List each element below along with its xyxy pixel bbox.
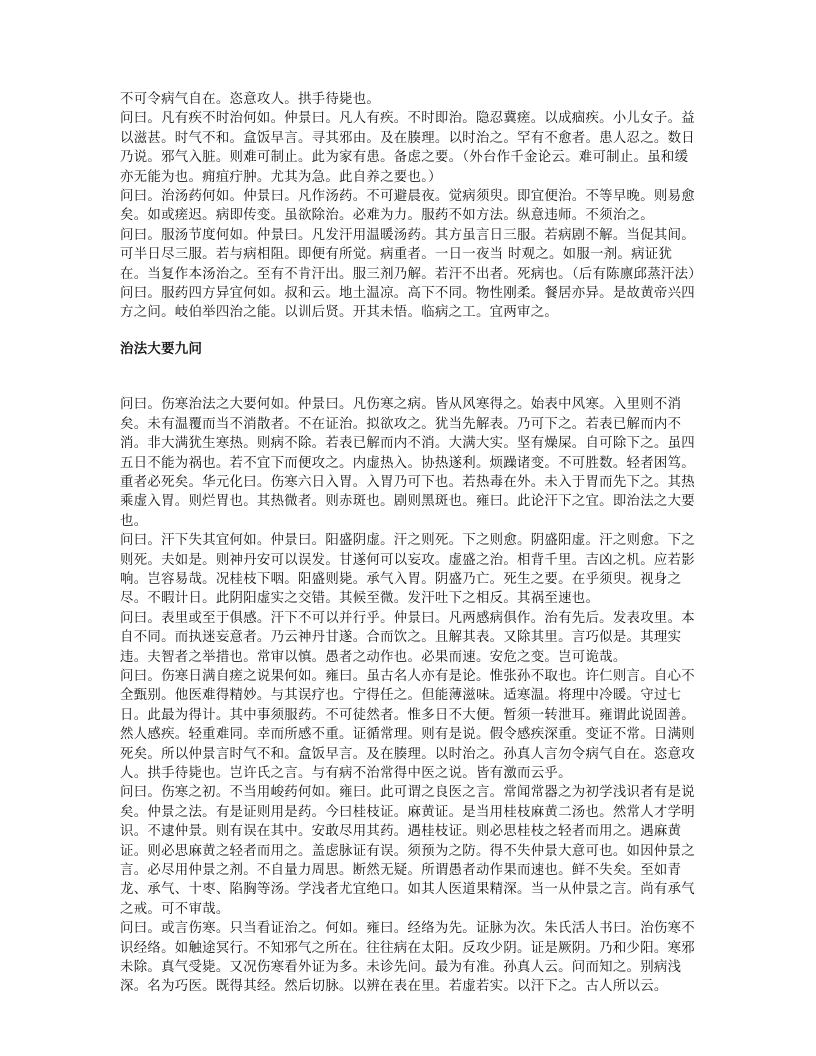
paragraph: 问曰。汗下失其宜何如。仲景曰。阳盛阴虚。汗之则死。下之则愈。阴盛阳虚。汗之则愈。下之则死。夫如是。则神丹安可以误发。甘遂何可以妄攻。虚盛之治。相背千里。吉凶之机。应若影响。岂容易哉。况桂枝下咽。阳盛则毙。承气入胃。阴盛乃亡。死生之要。在乎须臾。视身之尽。不暇计日。此阴阳虚实之交错。其候至微。发汗吐下之相反。其祸至速也。 bbox=[120, 533, 696, 607]
paragraph: 不可令病气自在。恣意攻人。拱手待毙也。 bbox=[120, 92, 381, 107]
document-page bbox=[120, 90, 702, 997]
paragraph: 问曰。伤寒治法之大要何如。仲景曰。凡伤寒之病。皆从风寒得之。始表中风寒。入里则不消矣。未有温覆而当不消散者。不在证治。拟欲攻之。犹当先解表。乃可下之。若表已解而内不消。非大满犹生寒热。则病不除。若表已解而内不消。大满大实。坚有燥屎。自可除下之。虽四五日不能为祸也。若不宜下而便攻之。内虚热入。协热遂利。烦躁诸变。不可胜数。轻者困笃。重者必死矣。华元化曰。伤寒六日入胃。入胃乃可下也。若热毒在外。未入于胃而先下之。其热乘虚入胃。则烂胃也。其热微者。则赤斑也。剧则黑斑也。雍曰。此论汗下之宜。即治法之大要也。 bbox=[120, 397, 696, 529]
paragraph: 问曰。治汤药何如。仲景曰。凡作汤药。不可避晨夜。觉病须臾。即宜便治。不等早晚。则易愈矣。如或瘥迟。病即传变。虽欲除治。必难为力。服药不如方法。纵意违师。不须治之。 bbox=[120, 189, 696, 224]
paragraph: 问曰。服汤节度何如。仲景曰。凡发汗用温暖汤药。其方虽言日三服。若病剧不解。当促其间。可半日尽三服。若与病相阻。即便有所觉。病重者。一日一夜当 时观之。如服一剂。病证犹在。当复作本汤治之。至有不肯汗出。服三剂乃解。若汗不出者。死病也。（后有陈廪邱蒸汗法） bbox=[120, 227, 702, 282]
paragraph: 问曰。或言伤寒。只当看证治之。何如。雍曰。经络为先。证脉为次。朱氏活人书曰。治伤寒不识经络。如触途冥行。不知邪气之所在。往往病在太阳。反攻少阴。证是厥阴。乃和少阳。寒邪未除。真气受毙。又况伤寒看外证为多。未诊先问。最为有准。孙真人云。问而知之。别病浅深。名为巧医。既得其经。然后切脉。以辨在表在里。若虚若实。以汗下之。古人所以云。 bbox=[120, 921, 696, 995]
spacer bbox=[120, 323, 698, 340]
paragraph: 问曰。服药四方异宜何如。叔和云。地土温凉。高下不同。物性刚柔。餐居亦异。是故黄帝兴四方之问。岐伯举四治之能。以训后贤。开其未悟。临病之工。宜两审之。 bbox=[120, 286, 696, 321]
paragraph: 问曰。凡有疾不时治何如。仲景曰。凡人有疾。不时即治。隐忍冀瘥。以成痼疾。小儿女子。益以滋甚。时气不和。盒饭早言。寻其邪由。及在腠理。以时治之。罕有不愈者。患人忍之。数日乃说。邪气入脏。则难可制止。此为家有患。备虑之要。（外台作千金论云。难可制止。虽和缓亦无能为也。痈疽疔肿。尤其为急。此自养之要也。） bbox=[120, 111, 696, 185]
section-general-principles bbox=[120, 90, 702, 323]
paragraph: 问曰。伤寒日满自瘥之说果何如。雍曰。虽古名人亦有是论。惟张孙不取也。许仁则言。自心不全甄别。他医难得精妙。与其误疗也。宁得任之。但能薄滋味。适寒温。将理中冷暖。守过七日。此最为得计。其中事须服药。不可徒然者。惟多日不大便。暂须一转泄耳。雍谓此说固善。然人感疾。轻重难同。幸而所感不重。证循常理。则有是说。假令感疾深重。变证不常。日满则死矣。所以仲景言时气不和。盒饭早言。及在腠理。以时治之。孙真人言勿令病气自在。恣意攻人。拱手待毙也。岂许氏之言。与有病不治常得中医之说。皆有激而云乎。 bbox=[120, 668, 696, 781]
spacer bbox=[120, 359, 698, 395]
section-heading: 治法大要九问 bbox=[120, 340, 203, 357]
paragraph: 问曰。表里或至于俱感。汗下不可以并行乎。仲景曰。凡两感病俱作。治有先后。发表攻里。本自不同。而执迷妄意者。乃云神丹甘遂。合而饮之。且解其表。又除其里。言巧似是。其理实违。夫智者之举措也。常审以慎。愚者之动作也。必果而速。安危之变。岂可诡哉。 bbox=[120, 610, 696, 665]
section-nine-questions bbox=[120, 395, 698, 997]
paragraph: 问曰。伤寒之初。不当用峻药何如。雍曰。此可谓之良医之言。常闻常器之为初学浅识者有是说矣。仲景之法。有是证则用是药。今曰桂枝证。麻黄证。是当用桂枝麻黄二汤也。然常人才学明识。不逮仲景。则有误在其中。安敢尽用其药。遇桂枝证。则必思桂枝之轻者而用之。遇麻黄证。则必思麻黄之轻者而用之。盖虑脉证有误。须预为之防。得不失仲景大意可也。如因仲景之言。必尽用仲景之剂。不自量力周思。断然无疑。所谓愚者动作果而速也。鲜不失矣。至如青龙、承气、十枣、陷胸等汤。学浅者尤宜绝口。如其人医道果精深。当一从仲景之言。尚有承气之戒。可不审哉。 bbox=[120, 785, 696, 917]
